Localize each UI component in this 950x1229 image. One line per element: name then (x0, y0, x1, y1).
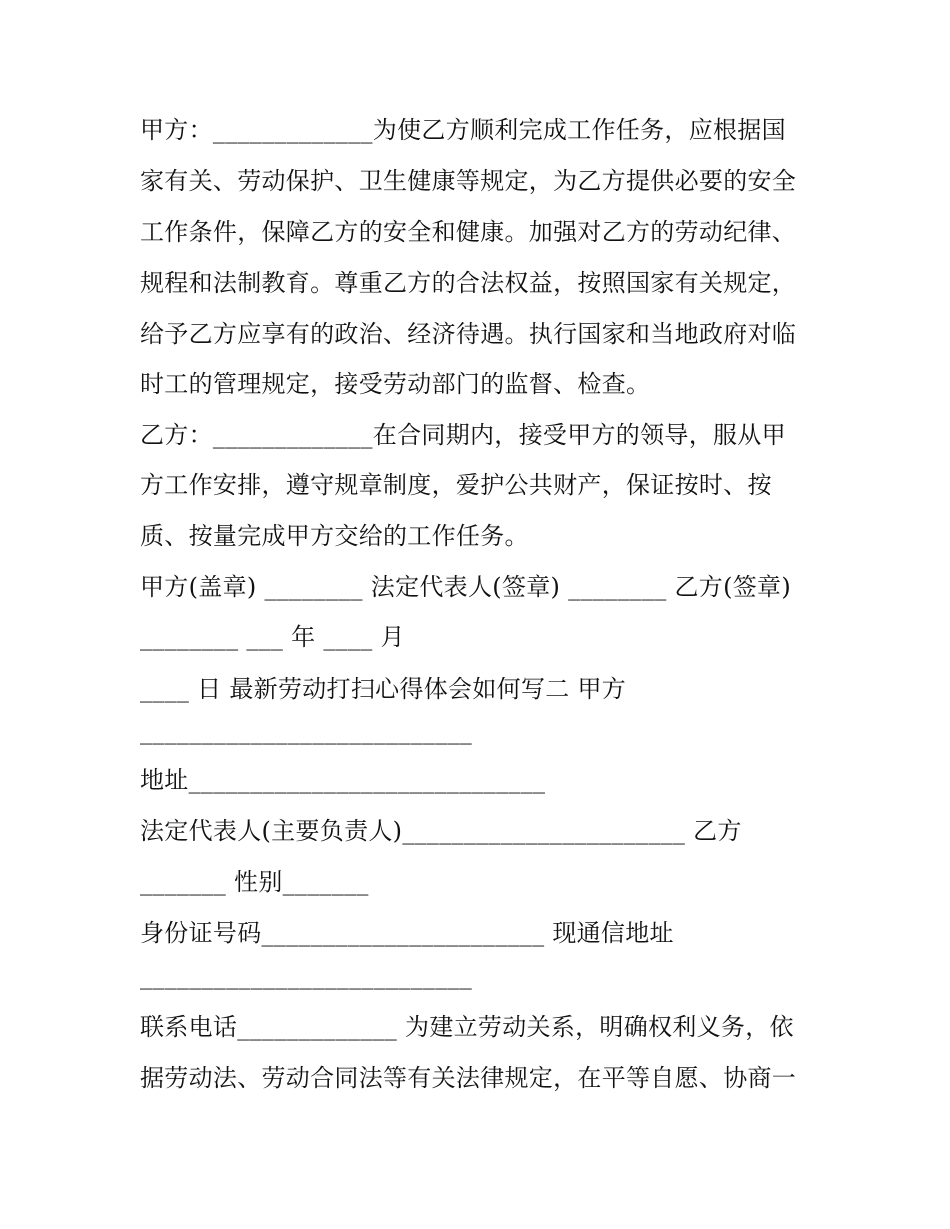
text-line: 时工的管理规定，接受劳动部门的监督、检查。 (140, 370, 651, 398)
phone-line: 联系电话_____________ 为建立劳动关系，明确权利义务，依 (140, 1013, 794, 1041)
text-line: 据劳动法、劳动合同法等有关法律规定，在平等自愿、协商一 (140, 1064, 797, 1092)
text-line: 乙方：_____________在合同期内，接受甲方的领导，服从甲 (140, 421, 786, 449)
text-line: 家有关、劳动保护、卫生健康等规定，为乙方提供必要的安全 (140, 167, 797, 195)
id-number-line: 身份证号码_______________________ 现通信地址 (140, 919, 674, 947)
representative-line: 法定代表人(主要负责人)_______________________ 乙方 (140, 817, 742, 845)
address-line: 地址_____________________________ (140, 766, 546, 794)
blank-line: ___________________________ (140, 717, 473, 745)
text-line: 甲方：_____________为使乙方顺利完成工作任务，应根据国 (140, 116, 786, 144)
text-line: 方工作安排，遵守规章制度，爱护公共财产，保证按时、按 (140, 471, 772, 499)
text-line: 给予乙方应享有的政治、经济待遇。执行国家和当地政府对临 (140, 320, 797, 348)
signature-line: 甲方(盖章) ________ 法定代表人(签章) ________ 乙方(签章) (140, 573, 791, 601)
date-line: ________ ___ 年 ____ 月 (140, 623, 405, 651)
text-line: 质、按量完成甲方交给的工作任务。 (140, 522, 529, 550)
text-line: 规程和法制教育。尊重乙方的合法权益，按照国家有关规定， (140, 269, 797, 297)
date-line: ____ 日 最新劳动打扫心得体会如何写二 甲方 (140, 675, 627, 703)
blank-line: ___________________________ (140, 962, 473, 990)
text-line: 工作条件，保障乙方的安全和健康。加强对乙方的劳动纪律、 (140, 218, 797, 246)
gender-line: _______ 性别_______ (140, 868, 369, 896)
